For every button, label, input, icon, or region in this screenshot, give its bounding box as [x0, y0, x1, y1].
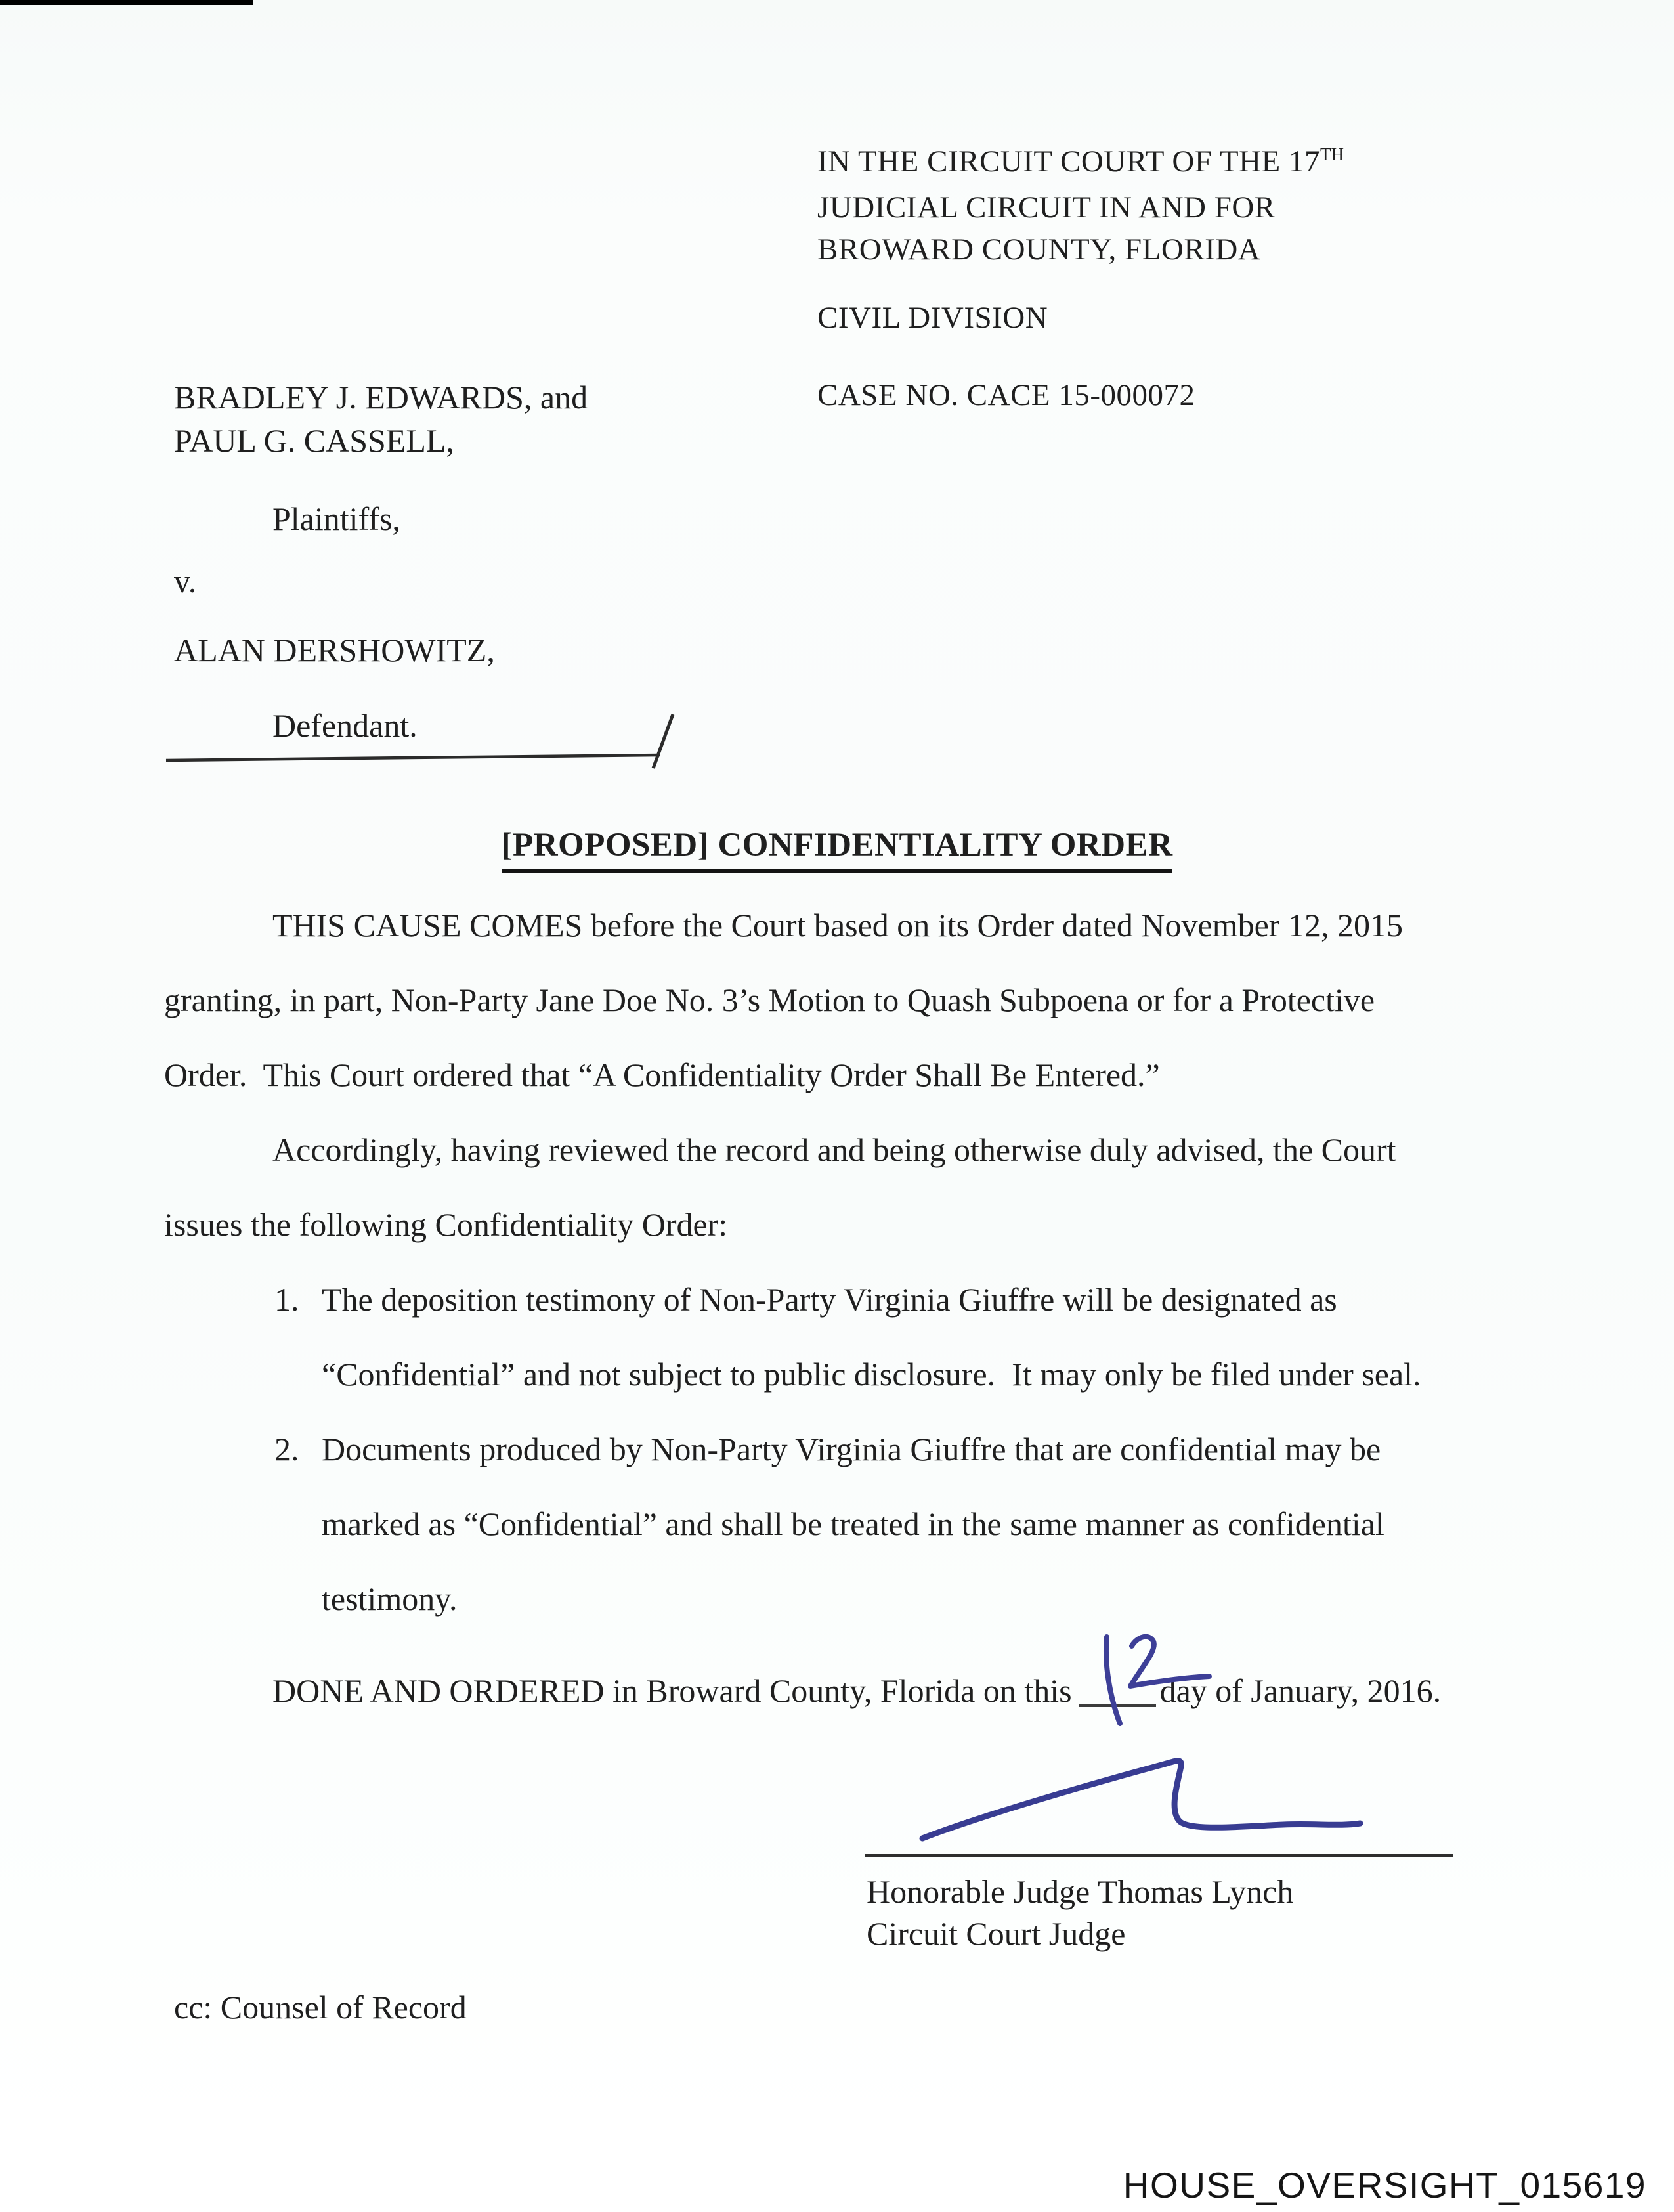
caption-separator-line — [161, 708, 686, 773]
civil-division-label: CIVIL DIVISION — [817, 301, 1048, 335]
text-line: The deposition testimony of Non-Party Virginia Giuffre will be designated as — [322, 1281, 1337, 1318]
order-item-1 — [274, 1262, 1421, 1412]
paragraph-1 — [164, 888, 1403, 1112]
judge-name: Honorable Judge Thomas Lynch — [867, 1873, 1294, 1910]
defendant-name: ALAN DERSHOWITZ, — [174, 632, 495, 668]
handwritten-day-12 — [1077, 1612, 1234, 1737]
order-item-2-text — [322, 1412, 1384, 1636]
text-line: issues the following Confidentiality Order: — [164, 1206, 728, 1243]
order-item-2 — [274, 1412, 1384, 1636]
order-item-1-text — [322, 1262, 1421, 1412]
text-line: “Confidential” and not subject to public disclosure. It may only be filed under seal. — [322, 1356, 1421, 1393]
judge-signature — [906, 1740, 1379, 1855]
court-line-1-text: IN THE CIRCUIT COURT OF THE 17 — [817, 144, 1320, 179]
signature-line — [865, 1854, 1453, 1857]
paragraph-2 — [164, 1112, 1396, 1262]
cc-counsel-line: cc: Counsel of Record — [174, 1989, 467, 2026]
plaintiffs-label: Plaintiffs, — [272, 500, 400, 537]
text-line: BRADLEY J. EDWARDS, and — [174, 379, 588, 416]
text-line: Documents produced by Non-Party Virginia Giuffre that are confidential may be — [322, 1431, 1381, 1467]
order-item-2-number: 2. — [274, 1431, 299, 1467]
document-title-text: [PROPOSED] CONFIDENTIALITY ORDER — [502, 827, 1173, 873]
text-line: PAUL G. CASSELL, — [174, 422, 454, 459]
court-line-1-superscript: TH — [1320, 144, 1344, 164]
scan-artifact-bar — [0, 0, 253, 5]
court-line-1 — [817, 141, 1344, 186]
document-title — [0, 826, 1674, 864]
done-and-ordered-line — [272, 1674, 1441, 1707]
plaintiff-names — [174, 376, 588, 462]
order-item-1-number: 1. — [274, 1281, 299, 1318]
done-suffix: day of January, 2016. — [1159, 1672, 1442, 1709]
case-number: CASE NO. CACE 15-000072 — [817, 378, 1195, 412]
text-line: testimony. — [322, 1580, 458, 1617]
text-line: marked as “Confidential” and shall be treated in the same manner as confidential — [322, 1506, 1384, 1542]
text-line: granting, in part, Non-Party Jane Doe No. 3’s Motion to Quash Subpoena or for a Protective — [164, 982, 1375, 1018]
text-line: Order. This Court ordered that “A Confidentiality Order Shall Be Entered.” — [164, 1056, 1160, 1093]
bates-number: HOUSE_OVERSIGHT_015619 — [1123, 2165, 1646, 2205]
judge-title: Circuit Court Judge — [867, 1915, 1126, 1952]
defendant-label: Defendant. — [272, 707, 418, 744]
versus-label: v. — [174, 563, 197, 599]
text-line: THIS CAUSE COMES before the Court based on its Order dated November 12, 2015 — [272, 907, 1403, 943]
court-line-3: BROWARD COUNTY, FLORIDA — [817, 232, 1261, 267]
court-line-2: JUDICIAL CIRCUIT IN AND FOR — [817, 190, 1276, 225]
court-header — [817, 141, 1344, 271]
text-line: Accordingly, having reviewed the record and being otherwise duly advised, the Court — [272, 1131, 1396, 1168]
done-prefix: DONE AND ORDERED in Broward County, Florida on this — [272, 1672, 1072, 1709]
